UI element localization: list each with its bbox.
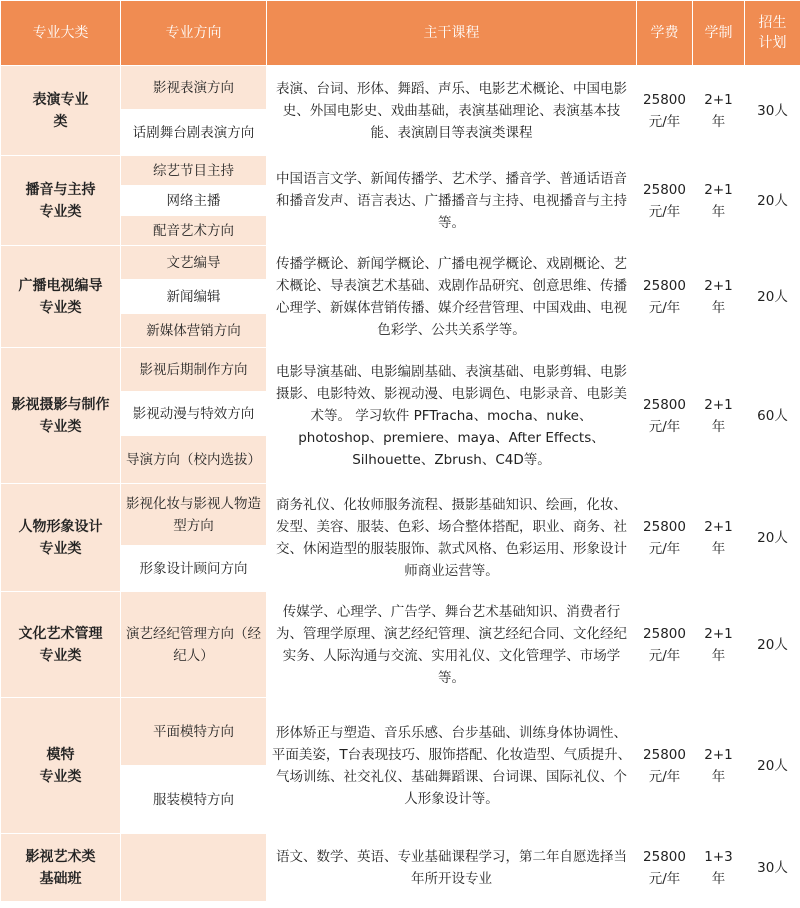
courses-cell: 传播学概论、新闻学概论、广播电视学概论、戏剧概论、艺术概论、导表演艺术基础、戏剧作品研究、创意思维、传播心理学、新媒体营销传播、媒介经营管理、中国戏曲、电视色彩学、公共关系学等。 (267, 246, 637, 348)
header-plan-line1: 招生 (758, 15, 787, 31)
courses-cell: 传媒学、心理学、广告学、舞台艺术基础知识、消费者行为、管理学原理、演艺经纪管理、演艺经纪合同、文化经纪实务、人际沟通与交流、实用礼仪、文化管理学、市场学等。 (267, 592, 637, 698)
table-row (1, 246, 800, 280)
category-cell: 表演专业 类 (1, 66, 121, 156)
direction-cell: 综艺节目主持 (121, 156, 267, 186)
header-row (1, 1, 800, 66)
header-fee: 学费 (637, 1, 693, 66)
direction-cell: 影视后期制作方向 (121, 348, 267, 392)
fee-cell: 25800 元/年 (637, 698, 693, 834)
table-row (1, 66, 800, 110)
fee-cell: 25800 元/年 (637, 834, 693, 902)
plan-cell: 20人 (745, 592, 800, 698)
plan-cell: 30人 (745, 66, 800, 156)
courses-cell: 中国语言文学、新闻传播学、艺术学、播音学、普通话语音和播音发声、语言表达、广播播音与主持、电视播音与主持等。 (267, 156, 637, 246)
category-cell: 影视摄影与制作 专业类 (1, 348, 121, 484)
direction-cell: 文艺编导 (121, 246, 267, 280)
header-courses: 主干课程 (267, 1, 637, 66)
courses-cell: 表演、台词、形体、舞蹈、声乐、电影艺术概论、中国电影史、外国电影史、戏曲基础，表演基础理论、表演基本技能、表演剧目等表演类课程 (267, 66, 637, 156)
direction-cell: 导演方向（校内选拔） (121, 436, 267, 484)
direction-cell: 话剧舞台剧表演方向 (121, 110, 267, 156)
plan-cell: 30人 (745, 834, 800, 902)
fee-cell: 25800 元/年 (637, 592, 693, 698)
category-cell: 影视艺术类 基础班 (1, 834, 121, 902)
plan-cell: 20人 (745, 246, 800, 348)
fee-cell: 25800 元/年 (637, 246, 693, 348)
courses-cell: 电影导演基础、电影编剧基础、表演基础、电影剪辑、电影摄影、电影特效、影视动漫、电影调色、电影录音、电影美术等。 学习软件 PFTracha、mocha、nuke、photoshop、premiere、maya、After Effects、Silhouette、Zbrush、C4D等。 (267, 348, 637, 484)
table-row (1, 592, 800, 698)
fee-cell: 25800 元/年 (637, 484, 693, 592)
direction-cell: 平面模特方向 (121, 698, 267, 766)
table-row (1, 834, 800, 902)
duration-cell: 2+1 年 (693, 246, 745, 348)
direction-cell: 形象设计顾问方向 (121, 546, 267, 592)
category-cell: 文化艺术管理 专业类 (1, 592, 121, 698)
duration-cell: 2+1 年 (693, 698, 745, 834)
direction-cell: 影视动漫与特效方向 (121, 392, 267, 436)
category-cell: 人物形象设计 专业类 (1, 484, 121, 592)
table-row (1, 484, 800, 546)
duration-cell: 2+1 年 (693, 348, 745, 484)
header-direction: 专业方向 (121, 1, 267, 66)
direction-cell: 演艺经纪管理方向（经纪人） (121, 592, 267, 698)
direction-cell: 服装模特方向 (121, 766, 267, 834)
duration-cell: 2+1 年 (693, 592, 745, 698)
duration-cell: 2+1 年 (693, 484, 745, 592)
duration-cell: 2+1 年 (693, 66, 745, 156)
table-body (1, 66, 800, 902)
header-duration: 学制 (693, 1, 745, 66)
courses-cell: 形体矫正与塑造、音乐乐感、台步基础、训练身体协调性、平面美姿，T台表现技巧、服饰搭配、化妆造型、气质提升、气场训练、社交礼仪、基础舞蹈课、台词课、国际礼仪、个人形象设计等。 (267, 698, 637, 834)
direction-cell: 配音艺术方向 (121, 216, 267, 246)
table-row (1, 698, 800, 766)
direction-cell: 新闻编辑 (121, 280, 267, 314)
plan-cell: 20人 (745, 156, 800, 246)
direction-cell: 网络主播 (121, 186, 267, 216)
fee-cell: 25800 元/年 (637, 348, 693, 484)
category-cell: 播音与主持 专业类 (1, 156, 121, 246)
category-cell: 广播电视编导 专业类 (1, 246, 121, 348)
duration-cell: 1+3 年 (693, 834, 745, 902)
direction-cell (121, 834, 267, 902)
fee-cell: 25800 元/年 (637, 66, 693, 156)
fee-cell: 25800 元/年 (637, 156, 693, 246)
direction-cell: 新媒体营销方向 (121, 314, 267, 348)
courses-cell: 商务礼仪、化妆师服务流程、摄影基础知识、绘画，化妆、发型、美容、服装、色彩、场合整体搭配，职业、商务、社交、休闲造型的服装服饰、款式风格、色彩运用、形象设计师商业运营等。 (267, 484, 637, 592)
table-row (1, 156, 800, 186)
direction-cell: 影视表演方向 (121, 66, 267, 110)
category-cell: 模特 专业类 (1, 698, 121, 834)
duration-cell: 2+1 年 (693, 156, 745, 246)
table-row (1, 348, 800, 392)
direction-cell: 影视化妆与影视人物造型方向 (121, 484, 267, 546)
plan-cell: 20人 (745, 484, 800, 592)
header-plan (745, 1, 800, 66)
plan-cell: 20人 (745, 698, 800, 834)
header-plan-line2: 计划 (758, 35, 787, 51)
courses-cell: 语文、数学、英语、专业基础课程学习，第二年自愿选择当年所开设专业 (267, 834, 637, 902)
plan-cell: 60人 (745, 348, 800, 484)
header-category: 专业大类 (1, 1, 121, 66)
